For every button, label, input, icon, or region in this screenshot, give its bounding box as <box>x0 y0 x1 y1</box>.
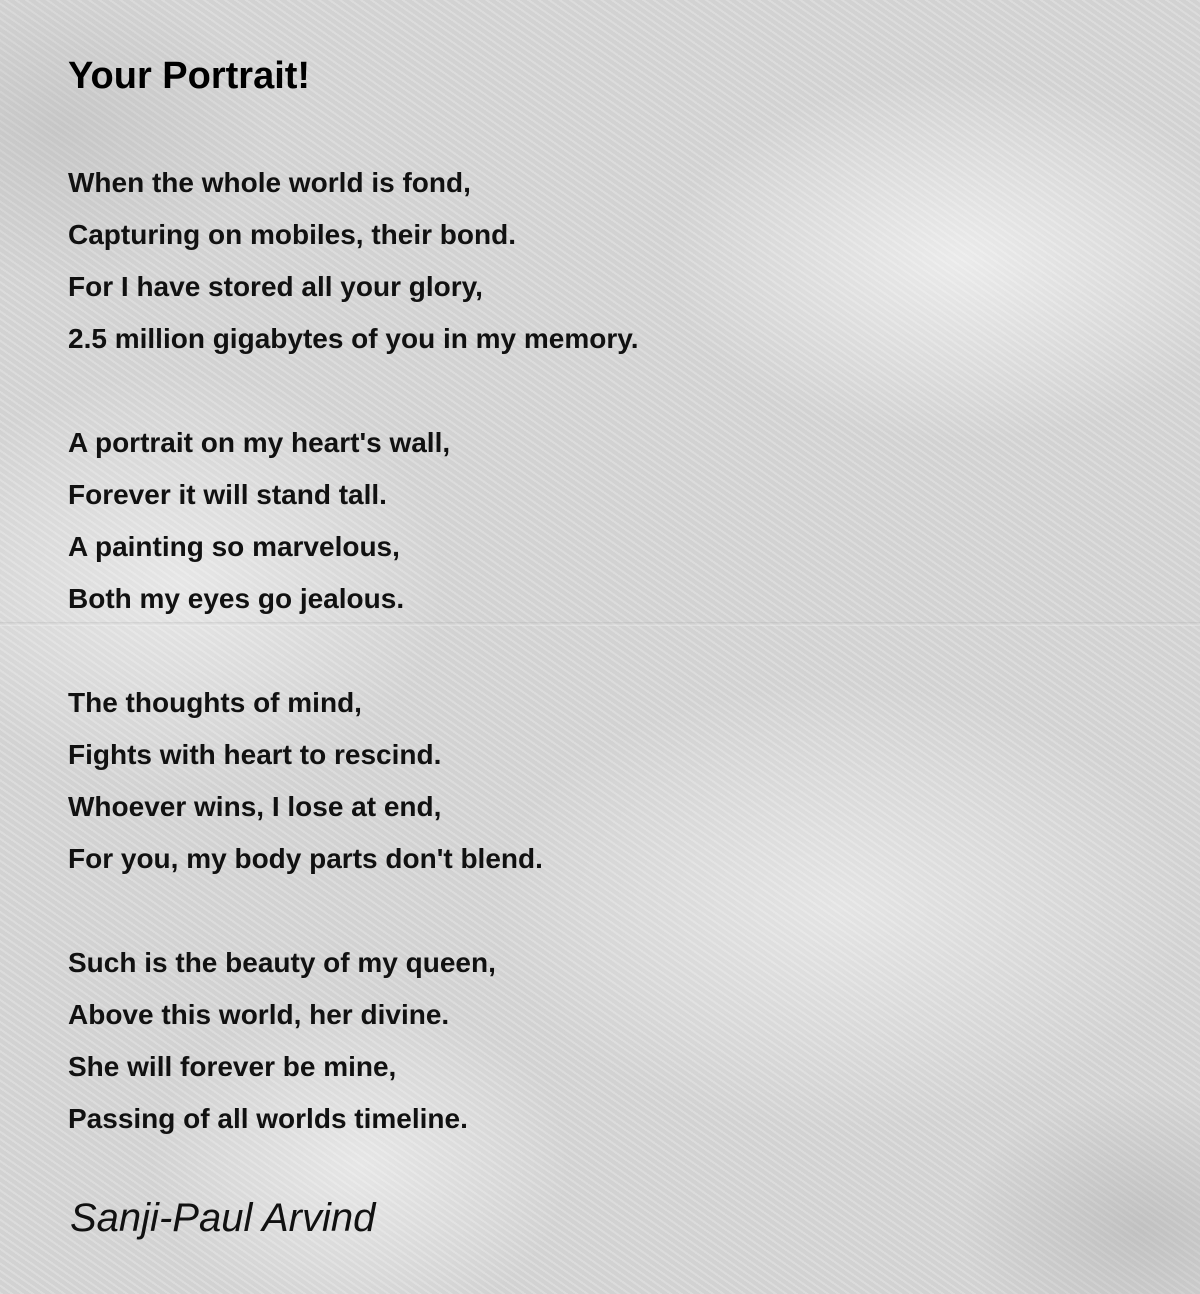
stanza-3 <box>68 677 1168 885</box>
poem-line: She will forever be mine, <box>68 1051 397 1082</box>
poem-line: Fights with heart to rescind. <box>68 739 442 770</box>
poem-body <box>68 157 1168 1145</box>
poem-line: A portrait on my heart's wall, <box>68 427 451 458</box>
stanza-1 <box>68 157 1168 365</box>
poem-line: Passing of all worlds timeline. <box>68 1103 468 1134</box>
poem-line: Above this world, her divine. <box>68 999 450 1030</box>
poem-container <box>68 52 1168 1197</box>
poem-line: For I have stored all your glory, <box>68 271 483 302</box>
poem-author: Sanji-Paul Arvind <box>70 1196 376 1240</box>
poem-line: Both my eyes go jealous. <box>68 583 405 614</box>
poem-line: Forever it will stand tall. <box>68 479 387 510</box>
poem-line: For you, my body parts don't blend. <box>68 843 543 874</box>
poem-title: Your Portrait! <box>68 55 311 97</box>
poem-line: 2.5 million gigabytes of you in my memory. <box>68 323 639 354</box>
poem-line: A painting so marvelous, <box>68 531 400 562</box>
poem-line: Whoever wins, I lose at end, <box>68 791 442 822</box>
poem-line: When the whole world is fond, <box>68 167 471 198</box>
stanza-2 <box>68 417 1168 625</box>
poem-line: Capturing on mobiles, their bond. <box>68 219 516 250</box>
poem-line: The thoughts of mind, <box>68 687 362 718</box>
poem-line: Such is the beauty of my queen, <box>68 947 496 978</box>
stanza-4 <box>68 937 1168 1145</box>
